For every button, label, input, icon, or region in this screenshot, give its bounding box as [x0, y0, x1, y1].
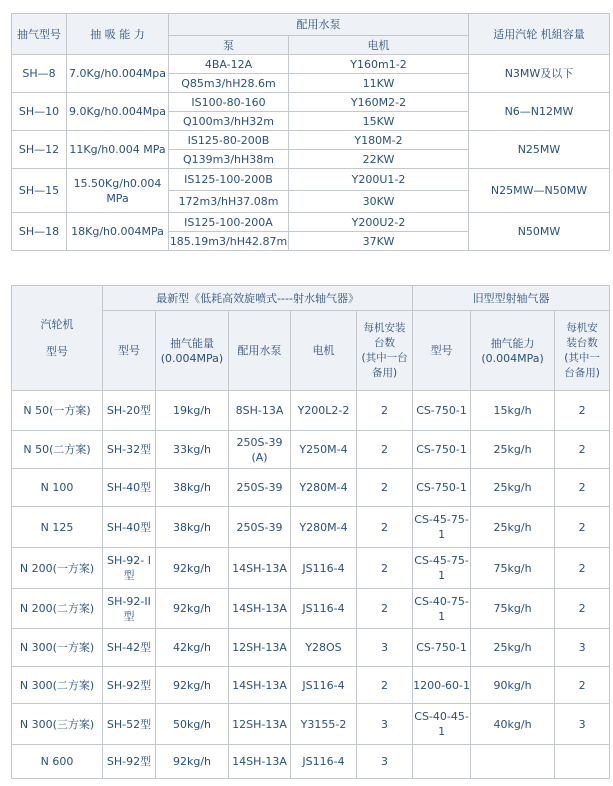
header-pump-group: 配用水泵 — [169, 14, 469, 36]
header-new-count-line4: 备用) — [371, 366, 398, 379]
table-row — [12, 93, 610, 112]
cell-pump-flow: Q100m3/hH32m — [169, 112, 289, 131]
cell-old-capacity: 25kg/h — [471, 469, 555, 507]
cell-motor-power: 37KW — [289, 232, 469, 251]
cell-capacity: 42kg/h — [156, 629, 229, 667]
header-new-count-line3: (其中一台 — [361, 351, 408, 364]
cell-old-count: 3 — [555, 629, 610, 667]
cell-old-model: CS-750-1 — [413, 391, 471, 431]
cell-capacity: 7.0Kg/h0.004Mpa — [67, 55, 169, 93]
cell-motor-power: 30KW — [289, 191, 469, 213]
cell-count: 2 — [357, 391, 413, 431]
cell-turbine: N 200(二方案) — [12, 589, 103, 629]
cell-model: SH-52型 — [103, 704, 156, 745]
cell-old-count: 3 — [555, 704, 610, 745]
header-old-capacity-line1: 抽气能力 — [490, 336, 535, 350]
cell-old-model: CS-750-1 — [413, 469, 471, 507]
pump-spec-table — [11, 13, 610, 251]
header-new-capacity-line1: 抽气能量 — [170, 336, 214, 350]
cell-model: SH-20型 — [103, 391, 156, 431]
table-row — [12, 745, 610, 779]
cell-count: 3 — [357, 704, 413, 745]
cell-old-capacity: 90kg/h — [471, 667, 555, 704]
header-old-count-line3: (其中一 — [564, 351, 600, 364]
cell-model: SH-40型 — [103, 469, 156, 507]
cell-old-count: 2 — [555, 431, 610, 469]
cell-old-count: 2 — [555, 391, 610, 431]
cell-turbine: N25MW—N50MW — [469, 169, 610, 213]
cell-turbine: N25MW — [469, 131, 610, 169]
cell-motor: Y250M-4 — [291, 431, 357, 469]
table-row — [12, 431, 610, 469]
table-row — [12, 469, 610, 507]
cell-capacity: 15.50Kg/h0.004 MPa — [67, 169, 169, 213]
cell-turbine: N 300(一方案) — [12, 629, 103, 667]
ejector-selection-table — [11, 285, 610, 779]
cell-old-count: 2 — [555, 667, 610, 704]
header-old-count — [555, 311, 610, 391]
header-new-count-line1: 每机安装 — [363, 321, 406, 334]
cell-turbine: N 300(三方案) — [12, 704, 103, 745]
cell-old-count: 2 — [555, 469, 610, 507]
cell-count: 2 — [357, 667, 413, 704]
header-old-count-line1: 每机安 — [566, 321, 598, 334]
cell-model: SH—15 — [12, 169, 67, 213]
cell-model: SH—10 — [12, 93, 67, 131]
cell-old-model: CS-40-75-1 — [413, 589, 471, 629]
cell-motor: Y200L2-2 — [291, 391, 357, 431]
cell-capacity: 38kg/h — [156, 507, 229, 548]
cell-old-capacity — [471, 745, 555, 779]
cell-motor: Y200U2-2 — [289, 213, 469, 232]
cell-old-capacity: 25kg/h — [471, 507, 555, 548]
table-row — [12, 629, 610, 667]
table-row — [12, 589, 610, 629]
header-new-capacity-line2: (0.004MPa) — [160, 351, 224, 365]
cell-turbine: N 50(一方案) — [12, 391, 103, 431]
cell-capacity: 11Kg/h0.004 MPa — [67, 131, 169, 169]
header-capacity: 抽 吸 能 力 — [67, 14, 169, 55]
cell-pump: 4BA-12A — [169, 55, 289, 74]
cell-motor: JS116-4 — [291, 548, 357, 589]
cell-capacity: 92kg/h — [156, 548, 229, 589]
cell-pump: 250S-39 — [229, 507, 291, 548]
cell-count: 3 — [357, 745, 413, 779]
cell-pump: 14SH-13A — [229, 589, 291, 629]
header-old-capacity — [471, 311, 555, 391]
header-old-group: 旧型型射轴气器 — [413, 286, 610, 311]
cell-pump: 14SH-13A — [229, 548, 291, 589]
cell-count: 3 — [357, 629, 413, 667]
cell-old-model: CS-45-75-1 — [413, 548, 471, 589]
cell-capacity: 33kg/h — [156, 431, 229, 469]
table-row — [12, 55, 610, 74]
cell-count: 2 — [357, 431, 413, 469]
cell-old-count: 2 — [555, 548, 610, 589]
cell-old-model: CS-750-1 — [413, 431, 471, 469]
cell-motor: Y200U1-2 — [289, 169, 469, 191]
cell-count: 2 — [357, 507, 413, 548]
header-turbine-line2: 型号 — [46, 345, 68, 358]
table-row — [12, 507, 610, 548]
cell-turbine: N 125 — [12, 507, 103, 548]
cell-motor: Y280M-4 — [291, 469, 357, 507]
header-motor: 电机 — [289, 36, 469, 55]
header-turbine: 适用汽轮 机組容量 — [469, 14, 610, 55]
cell-turbine: N6—N12MW — [469, 93, 610, 131]
table-row — [12, 213, 610, 232]
cell-turbine: N3MW及以下 — [469, 55, 610, 93]
cell-old-model: CS-750-1 — [413, 629, 471, 667]
cell-pump-flow: 185.19m3/hH42.87m — [169, 232, 289, 251]
cell-motor: Y160M2-2 — [289, 93, 469, 112]
cell-old-capacity: 25kg/h — [471, 629, 555, 667]
cell-model: SH-42型 — [103, 629, 156, 667]
cell-old-model — [413, 745, 471, 779]
table-row — [12, 169, 610, 191]
header-turbine-line1: 汽轮机 — [40, 318, 74, 331]
cell-motor: JS116-4 — [291, 589, 357, 629]
cell-pump: 12SH-13A — [229, 704, 291, 745]
cell-old-capacity: 75kg/h — [471, 589, 555, 629]
cell-capacity: 50kg/h — [156, 704, 229, 745]
cell-motor: JS116-4 — [291, 667, 357, 704]
cell-motor: Y3155-2 — [291, 704, 357, 745]
cell-capacity: 18Kg/h0.004MPa — [67, 213, 169, 251]
cell-turbine: N 600 — [12, 745, 103, 779]
header-pump: 泵 — [169, 36, 289, 55]
cell-turbine: N 200(一方案) — [12, 548, 103, 589]
table-row — [12, 667, 610, 704]
table-row — [12, 704, 610, 745]
cell-old-model: CS-40-45-1 — [413, 704, 471, 745]
cell-pump: 250S-39 (A) — [229, 431, 291, 469]
cell-model: SH-92型 — [103, 745, 156, 779]
cell-old-capacity: 75kg/h — [471, 548, 555, 589]
cell-pump: IS125-100-200A — [169, 213, 289, 232]
cell-capacity: 38kg/h — [156, 469, 229, 507]
cell-motor: Y160m1-2 — [289, 55, 469, 74]
table-row — [12, 131, 610, 150]
cell-count: 2 — [357, 548, 413, 589]
cell-old-capacity: 40kg/h — [471, 704, 555, 745]
header-old-count-line4: 台备用) — [564, 366, 600, 379]
header-old-count-line2: 装台数 — [566, 336, 598, 349]
cell-old-model: 1200-60-1 — [413, 667, 471, 704]
cell-capacity: 92kg/h — [156, 589, 229, 629]
cell-model: SH-92-II 型 — [103, 589, 156, 629]
cell-turbine: N 100 — [12, 469, 103, 507]
cell-capacity: 9.0Kg/h0.004Mpa — [67, 93, 169, 131]
cell-model: SH—12 — [12, 131, 67, 169]
cell-count: 2 — [357, 469, 413, 507]
cell-model: SH-92型 — [103, 667, 156, 704]
cell-pump: 250S-39 — [229, 469, 291, 507]
table-row — [12, 391, 610, 431]
cell-motor: JS116-4 — [291, 745, 357, 779]
cell-turbine: N 300(二方案) — [12, 667, 103, 704]
cell-motor: Y28OS — [291, 629, 357, 667]
cell-capacity: 92kg/h — [156, 745, 229, 779]
table-row — [12, 548, 610, 589]
cell-turbine: N50MW — [469, 213, 610, 251]
cell-turbine: N 50(二方案) — [12, 431, 103, 469]
header-turbine-model — [12, 286, 103, 391]
header-new-count-line2: 台数 — [374, 336, 396, 349]
cell-capacity: 92kg/h — [156, 667, 229, 704]
cell-model: SH-32型 — [103, 431, 156, 469]
cell-pump: IS125-100-200B — [169, 169, 289, 191]
cell-old-count: 2 — [555, 507, 610, 548]
cell-motor-power: 22KW — [289, 150, 469, 169]
cell-pump: 14SH-13A — [229, 745, 291, 779]
header-new-group: 最新型《低耗高效旋喷式----射水轴气器》 — [103, 286, 413, 311]
header-new-model: 型号 — [103, 311, 156, 391]
cell-pump: 8SH-13A — [229, 391, 291, 431]
cell-model: SH-92- I 型 — [103, 548, 156, 589]
header-new-count — [357, 311, 413, 391]
cell-capacity: 19kg/h — [156, 391, 229, 431]
header-old-model: 型号 — [413, 311, 471, 391]
cell-pump: 12SH-13A — [229, 629, 291, 667]
cell-motor-power: 11KW — [289, 74, 469, 93]
cell-old-model: CS-45-75-1 — [413, 507, 471, 548]
header-new-motor: 电机 — [291, 311, 357, 391]
cell-pump-flow: Q139m3/hH38m — [169, 150, 289, 169]
cell-pump-flow: Q85m3/hH28.6m — [169, 74, 289, 93]
header-old-capacity-line2: (0.004MPa) — [481, 351, 544, 365]
cell-old-capacity: 25kg/h — [471, 431, 555, 469]
cell-old-count — [555, 745, 610, 779]
cell-motor: Y280M-4 — [291, 507, 357, 548]
cell-pump: IS125-80-200B — [169, 131, 289, 150]
cell-pump-flow: 172m3/hH37.08m — [169, 191, 289, 213]
cell-model: SH—18 — [12, 213, 67, 251]
cell-count: 2 — [357, 589, 413, 629]
cell-pump: IS100-80-160 — [169, 93, 289, 112]
cell-old-count: 2 — [555, 589, 610, 629]
cell-pump: 14SH-13A — [229, 667, 291, 704]
cell-model: SH-40型 — [103, 507, 156, 548]
cell-model: SH—8 — [12, 55, 67, 93]
cell-old-capacity: 15kg/h — [471, 391, 555, 431]
header-model: 抽气型号 — [12, 14, 67, 55]
header-new-pump: 配用水泵 — [229, 311, 291, 391]
header-new-capacity — [156, 311, 229, 391]
cell-motor: Y180M-2 — [289, 131, 469, 150]
cell-motor-power: 15KW — [289, 112, 469, 131]
